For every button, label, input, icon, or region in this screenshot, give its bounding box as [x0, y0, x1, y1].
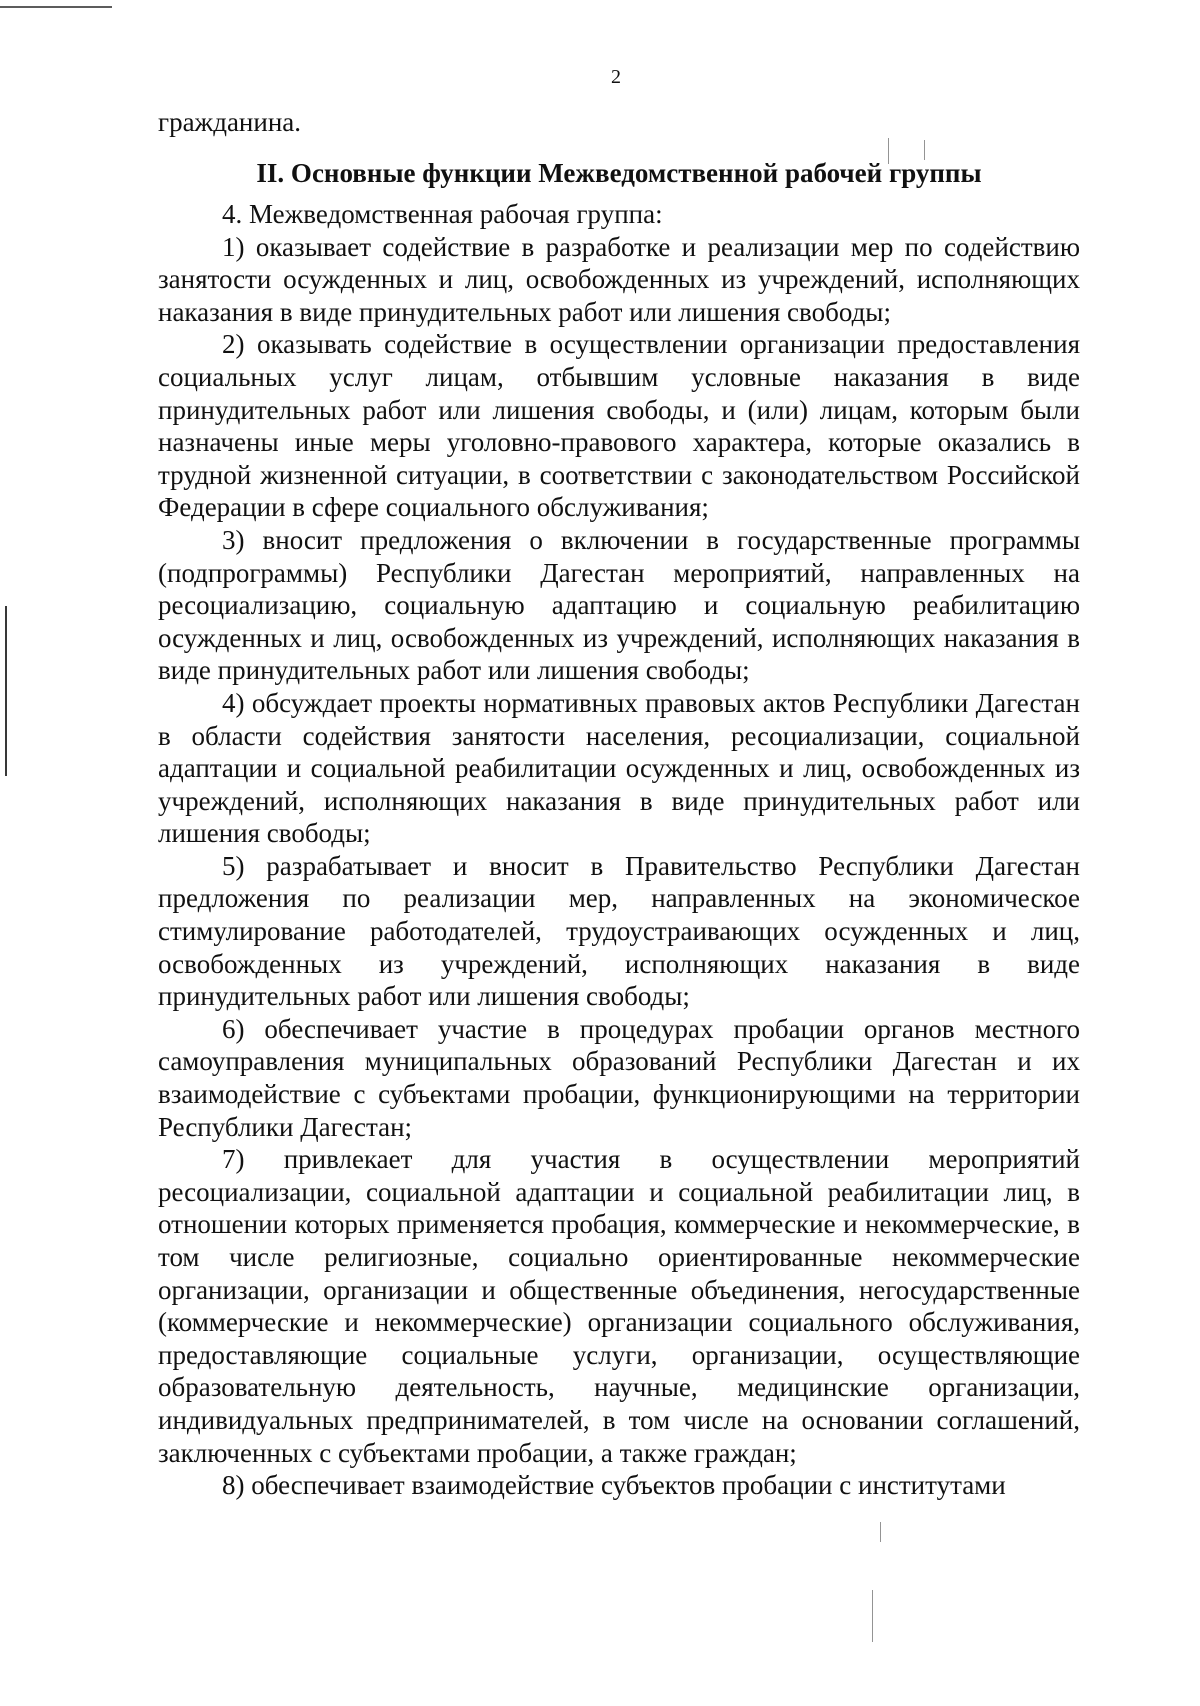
scan-artifact-tick — [872, 1590, 873, 1642]
scan-artifact-top — [0, 6, 112, 8]
paragraph-item-7: 7) привлекает для участия в осуществлении мероприятий ресоциализации, социальной адаптации и социальной реабилитации лиц, в отношении которых применяется пробация, коммерческие и некоммерческие, в том числе религиозные, социально ориентированные некоммерческие организации, организации и общественные объединения, негосударственные (коммерческие и некоммерческие) организации социального обслуживания, предоставляющие социальные услуги, организации, осуществляющие образовательную деятельность, научные, медицинские организации, индивидуальных предпринимателей, в том числе на основании соглашений, заключенных с субъектами пробации, а также граждан; — [158, 1144, 1080, 1468]
paragraph-4: 4. Межведомственная рабочая группа: — [222, 199, 663, 229]
document-body — [158, 106, 1080, 1502]
paragraph-item-1: 1) оказывает содействие в разработке и реализации мер по содействию занятости осужденных и лиц, освобожденных из учреждений, исполняющих наказания в виде принудительных работ или лишения свободы; — [158, 231, 1080, 327]
paragraph-item-3: 3) вносит предложения о включении в государственные программы (подпрограммы) Республики Дагестан мероприятий, направленных на ресоциализацию, социальную адаптацию и социальную реабилитацию осужденных и лиц, освобожденных из учреждений, исполняющих наказания в виде принудительных работ или лишения свободы; — [158, 524, 1080, 686]
paragraph-item-4: 4) обсуждает проекты нормативных правовых актов Республики Дагестан в области содействия занятости населения, ресоциализации, социальной адаптации и социальной реабилитации осужденных и лиц, освобожденных из учреждений, исполняющих наказания в виде принудительных работ или лишения свободы; — [158, 687, 1080, 849]
section-heading: II. Основные функции Межведомственной рабочей группы — [256, 158, 982, 188]
paragraph-item-8: 8) обеспечивает взаимодействие субъектов пробации с институтами — [222, 1470, 1006, 1501]
paragraph-item-5: 5) разрабатывает и вносит в Правительство Республики Дагестан предложения по реализации мер, направленных на экономическое стимулирование работодателей, трудоустраивающих осужденных и лиц, освобожденных из учреждений, исполняющих наказания в виде принудительных работ или лишения свободы; — [158, 850, 1080, 1012]
scan-artifact-left — [5, 606, 7, 776]
continuation-text: гражданина. — [158, 107, 302, 137]
page-number: 2 — [611, 66, 621, 88]
paragraph-item-2: 2) оказывать содействие в осуществлении организации предоставления социальных услуг лицам, отбывшим условные наказания в виде принудительных работ или лишения свободы, и (или) лицам, которым были назначены иные меры уголовно-правового характера, которые оказались в трудной жизненной ситуации, в соответствии с законодательством Российской Федерации в сфере социального обслуживания; — [158, 329, 1080, 523]
paragraph-item-6: 6) обеспечивает участие в процедурах пробации органов местного самоуправления муниципальных образований Республики Дагестан и их взаимодействие с субъектами пробации, функционирующими на территории Республики Дагестан; — [158, 1013, 1080, 1142]
scan-artifact-tick — [880, 1522, 881, 1542]
